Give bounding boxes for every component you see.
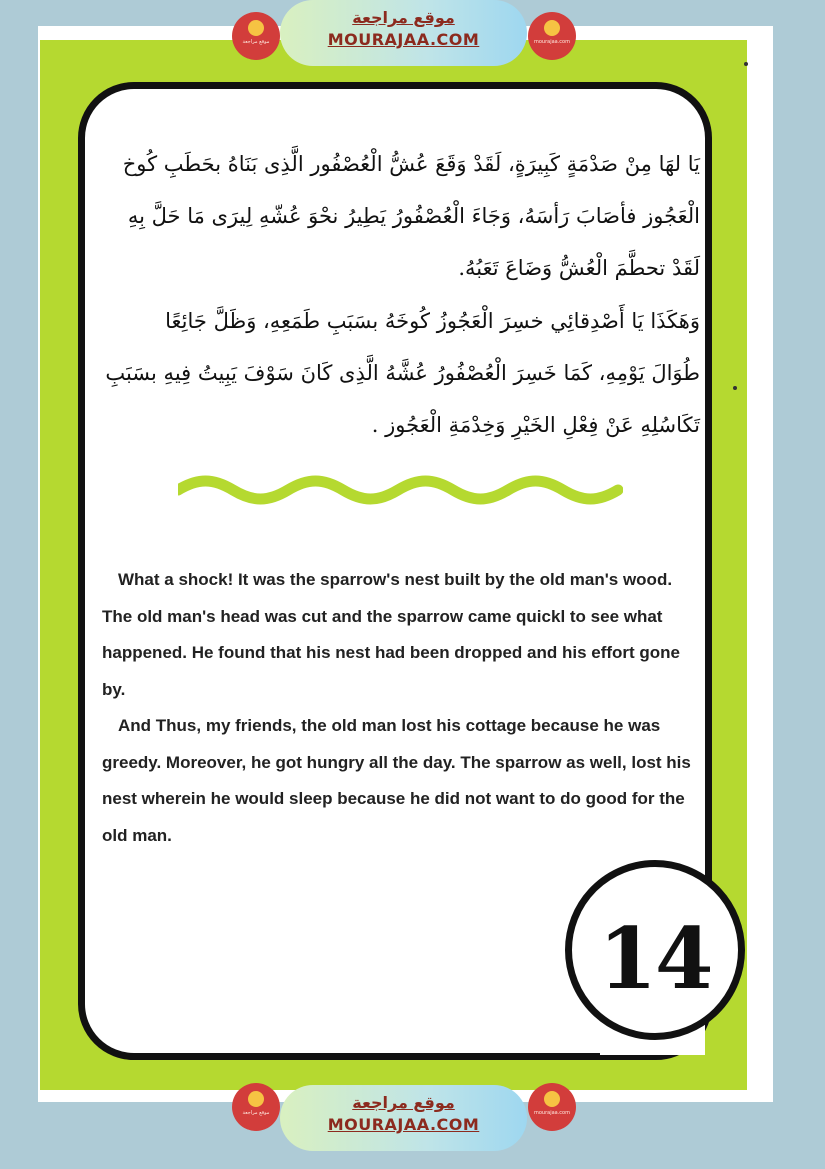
watermark-banner-bottom[interactable]: [280, 1085, 527, 1151]
site-logo-icon[interactable]: [232, 1083, 280, 1131]
watermark-english[interactable]: MOURAJAA.COM: [327, 1115, 480, 1134]
arabic-line: لَقَدْ تحطَّمَ الْعُشُّ وَضَاعَ تَعَبُهُ.: [458, 256, 700, 280]
page-number: 14: [598, 909, 712, 1008]
arabic-line: وَهَكَذَا يَا أَصْدِقائِي خسِرَ الْعَجُوزُ كُوخَهُ بسَبَبِ طَمَعِهِ، وَظَلَّ جَائِعًا: [165, 309, 700, 333]
site-logo-icon[interactable]: [528, 1083, 576, 1131]
watermark-banner-top[interactable]: [280, 0, 527, 66]
watermark-english[interactable]: MOURAJAA.COM: [327, 30, 480, 49]
arabic-line: الْعَجُوز فأصَابَ رَأسَهُ، وَجَاءَ الْعُصْفُورُ يَطِيرُ نحْوَ عُشّهِ لِيرَى مَا حَلَّ بِهِ: [127, 204, 700, 228]
arabic-paragraph-2: [95, 295, 700, 451]
site-logo-icon[interactable]: [232, 12, 280, 60]
logo-caption: mourajaa.com: [533, 39, 570, 45]
watermark-arabic[interactable]: موقع مراجعة: [352, 1093, 455, 1112]
arabic-line: طُوَالَ يَوْمِهِ، كَمَا خَسِرَ الْعُصْفُورُ عُشَّهُ الَّذِى كَانَ سَوْفَ يَبِيتُ فِيهِ بسَبَبِ: [105, 361, 700, 385]
english-paragraph: And Thus, my friends, the old man lost his cottage because he was greedy. Moreover, he got hungry all the day. The sparrow as well, lost his nest wherein he would sleep because he did not want to do good for the old man.: [102, 716, 691, 845]
stray-dot: [733, 386, 737, 390]
stray-dot: [744, 62, 748, 66]
arabic-line: يَا لهَا مِنْ صَدْمَةٍ كَبِيرَةٍ، لَقَدْ وَقَعَ عُشُّ الْعُصْفُور الَّذِى بَنَاهُ بحَطَبِ كُوخ: [122, 152, 700, 176]
logo-caption: موقع مراجعة: [242, 1110, 270, 1116]
page-number-circle: [565, 860, 745, 1040]
arabic-paragraph-1: [95, 138, 700, 294]
english-paragraph: What a shock! It was the sparrow's nest built by the old man's wood. The old man's head was cut and the sparrow came quickl to see what happened. He found that his nest had been dropped and his effort gone by.: [102, 570, 681, 699]
arabic-line: تَكَاسُلِهِ عَنْ فِعْلِ الخَيْرِ وَخِدْمَةِ الْعَجُوز .: [371, 413, 700, 437]
site-logo-icon[interactable]: [528, 12, 576, 60]
wave-divider-icon: [178, 468, 623, 513]
watermark-arabic[interactable]: موقع مراجعة: [352, 8, 455, 27]
logo-caption: موقع مراجعة: [242, 39, 270, 45]
logo-caption: mourajaa.com: [533, 1110, 570, 1116]
english-translation: [102, 562, 692, 854]
